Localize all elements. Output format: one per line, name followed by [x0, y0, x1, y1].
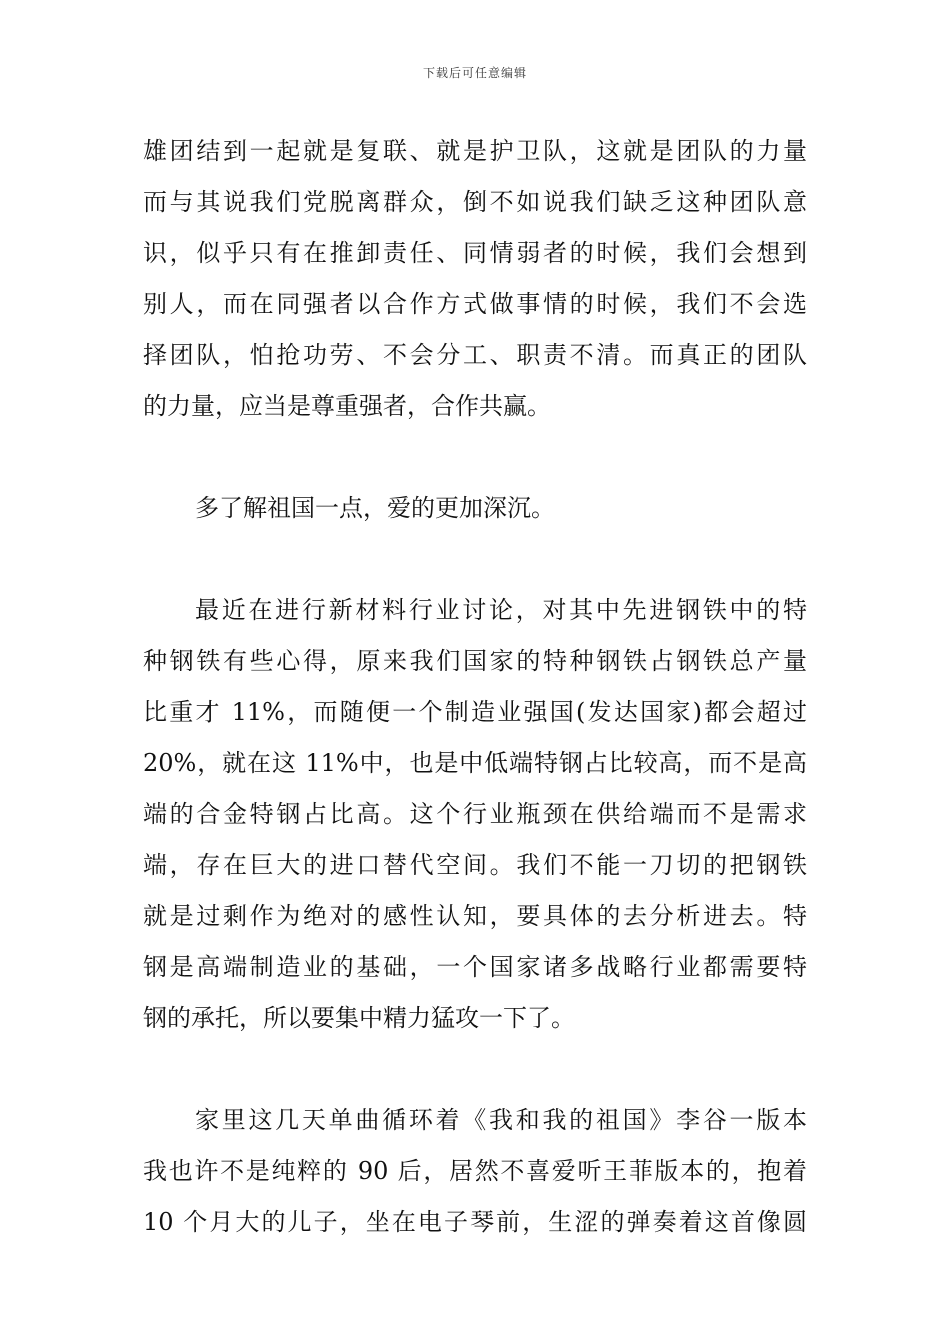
- text-line: 择团队，怕抢功劳、不会分工、职责不清。而真正的团队: [143, 341, 807, 369]
- text-line: 端的合金特钢占比高。这个行业瓶颈在供给端而不是需求: [143, 800, 807, 828]
- text-line: 比重才 11%，而随便一个制造业强国(发达国家)都会超过: [143, 698, 807, 726]
- paragraph-my-motherland-song: [143, 1095, 807, 1248]
- text-line: 多了解祖国一点，爱的更加深沉。: [195, 494, 555, 522]
- page-header: 下载后可任意编辑: [422, 66, 527, 80]
- text-line: 最近在进行新材料行业讨论，对其中先进钢铁中的特: [195, 596, 807, 624]
- text-line: 的力量，应当是尊重强者，合作共赢。: [143, 392, 551, 420]
- text-line: 10 个月大的儿子，坐在电子琴前，生涩的弹奏着这首像圆: [143, 1208, 807, 1236]
- text-line: 别人，而在同强者以合作方式做事情的时候，我们不会选: [143, 290, 807, 318]
- paragraph-special-steel: [143, 585, 807, 1044]
- text-line: 家里这几天单曲循环着《我和我的祖国》李谷一版本: [195, 1106, 807, 1134]
- text-line: 就是过剩作为绝对的感性认知，要具体的去分析进去。特: [143, 902, 807, 930]
- paragraph-team-strength: [143, 126, 807, 432]
- text-line: 种钢铁有些心得，原来我们国家的特种钢铁占钢铁总产量: [143, 647, 807, 675]
- text-line: 而与其说我们党脱离群众，倒不如说我们缺乏这种团队意: [143, 188, 807, 216]
- text-line: 端，存在巨大的进口替代空间。我们不能一刀切的把钢铁: [143, 851, 807, 879]
- paragraph-understand-motherland: [143, 483, 807, 534]
- text-line: 钢的承托，所以要集中精力猛攻一下了。: [143, 1004, 575, 1032]
- text-line: 我也许不是纯粹的 90 后，居然不喜爱听王菲版本的，抱着: [143, 1157, 807, 1185]
- text-line: 雄团结到一起就是复联、就是护卫队，这就是团队的力量: [143, 137, 807, 165]
- text-line: 识，似乎只有在推卸责任、同情弱者的时候，我们会想到: [143, 239, 807, 267]
- document-body: [143, 126, 807, 1248]
- text-line: 20%，就在这 11%中，也是中低端特钢占比较高，而不是高: [143, 749, 807, 777]
- text-line: 钢是高端制造业的基础，一个国家诸多战略行业都需要特: [143, 953, 807, 981]
